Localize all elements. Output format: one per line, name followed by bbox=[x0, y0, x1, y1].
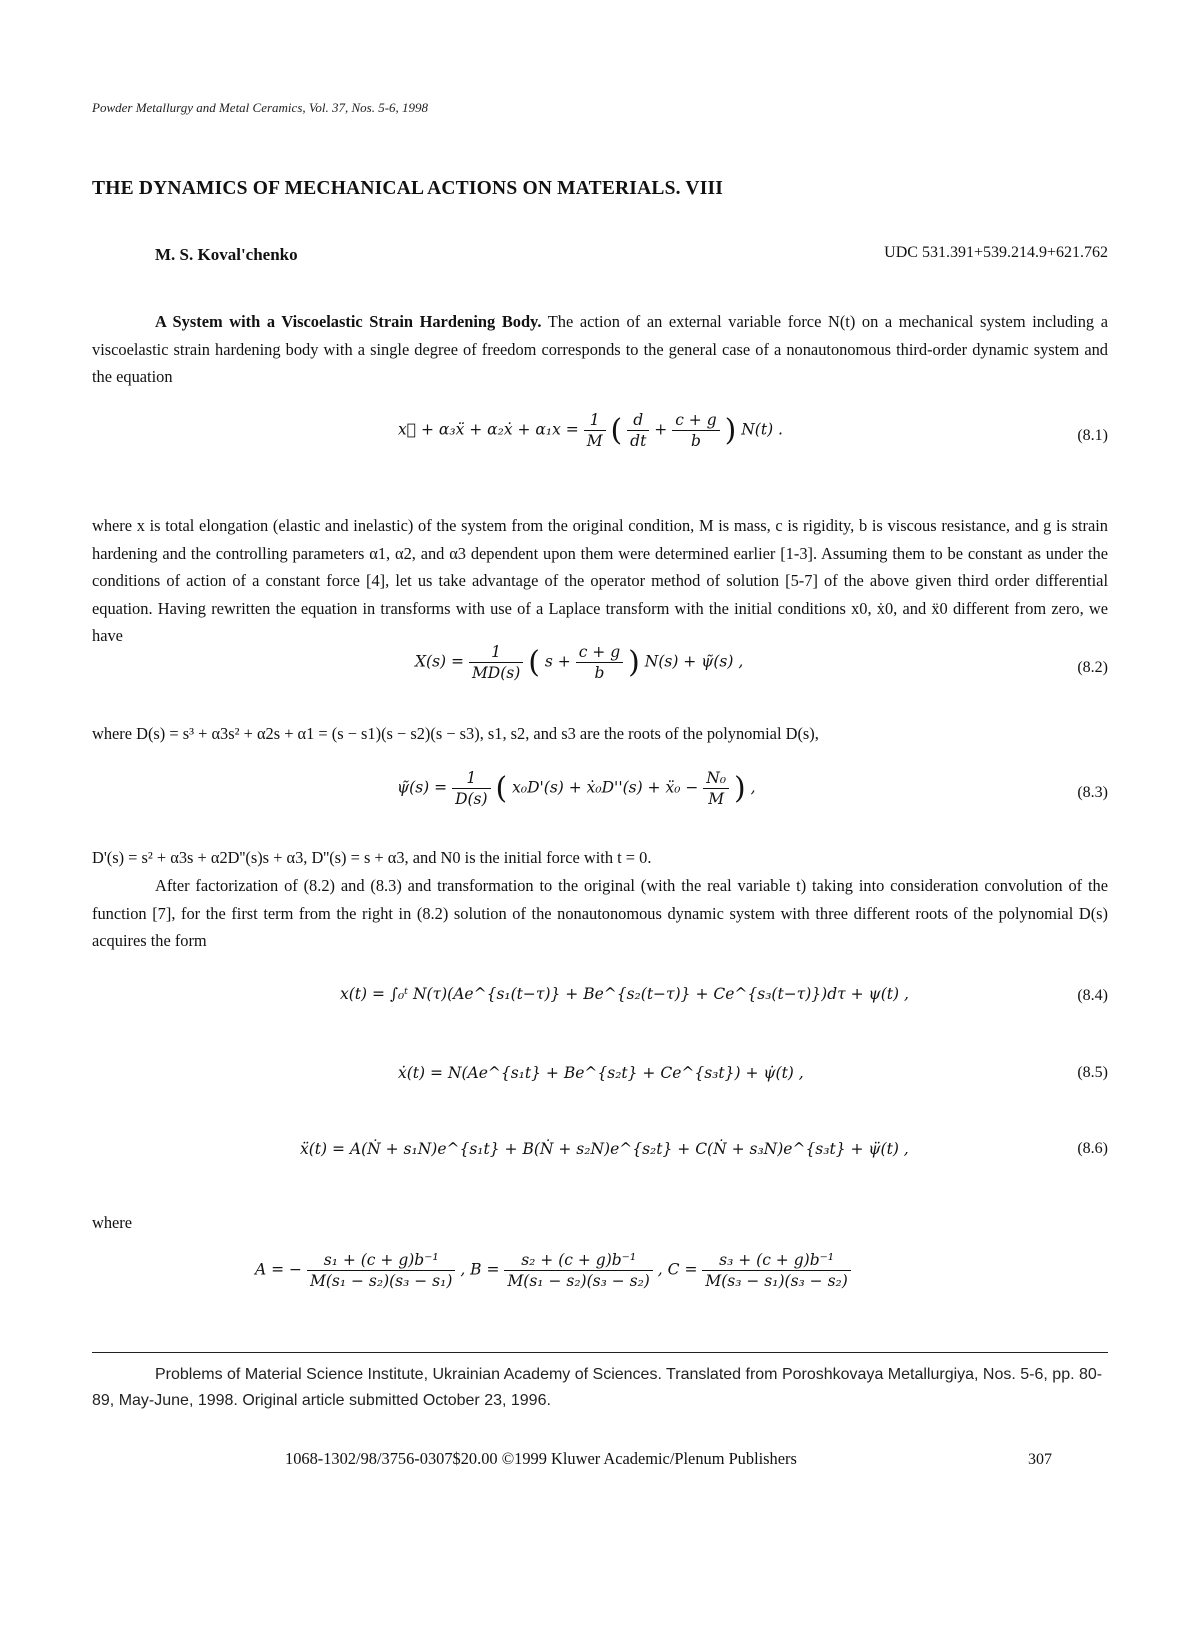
fraction: $\frac{1}{MD(s)}$ bbox=[469, 642, 523, 683]
equation-8-6: ẍ(t) = A(Ṅ + s₁N)e^{s₁t} + B(Ṅ + s₂N)e^{s₂t} + C(Ṅ + s₃N)e^{s₃t} + ψ̈(t) , bbox=[300, 1140, 909, 1158]
paragraph-polynomial: where D(s) = s³ + α3s² + α2s + α1 = (s − s1)(s − s2)(s − s3), s1, s2, and s3 are the roots of the polynomial D(s), bbox=[92, 724, 819, 743]
journal-header: Powder Metallurgy and Metal Ceramics, Vol. 37, Nos. 5-6, 1998 bbox=[92, 100, 429, 115]
eq-rhs: N(t) . bbox=[741, 420, 783, 439]
equation-8-1: x⃛ + α₃ẍ + α₂ẋ + α₁x = $\frac{1}{M}$ ( $\frac{d}{dt}$ + $\frac{c + g}{b}$ ) N(t) . bbox=[398, 411, 783, 450]
footnote: Problems of Material Science Institute, Ukrainian Academy of Sciences. Translated from Poroshkovaya Metallurgiya, Nos. 5-6, pp. 80-89, May-June, 1998. Original article submitted October 23, 1996. bbox=[92, 1366, 1103, 1409]
coef-a-fraction: $\frac{\text{s₁ + (c + g)b⁻¹}}{\text{M(s₁ − s₂)(s₃ − s₁)}}$ bbox=[307, 1250, 455, 1291]
equation-number: (8.1) bbox=[1077, 427, 1108, 444]
equation-8-5: ẋ(t) = N(Ae^{s₁t} + Be^{s₂t} + Ce^{s₃t}) + ψ̇(t) , bbox=[398, 1064, 804, 1082]
udc-code: UDC 531.391+539.214.9+621.762 bbox=[884, 244, 1108, 261]
coef-b-label: , B = bbox=[460, 1260, 500, 1279]
fraction: $\frac{1}{D(s)}$ bbox=[452, 768, 490, 809]
eq-mid: s + bbox=[544, 652, 571, 671]
equation-number: (8.4) bbox=[1077, 987, 1108, 1004]
fraction: $\frac{c + g}{b}$ bbox=[672, 410, 719, 451]
coef-b-fraction: $\frac{\text{s₂ + (c + g)b⁻¹}}{\text{M(s₁ − s₂)(s₃ − s₂)}}$ bbox=[504, 1250, 652, 1291]
equation-number: (8.6) bbox=[1077, 1140, 1108, 1157]
article-title: THE DYNAMICS OF MECHANICAL ACTIONS ON MATERIALS. VIII bbox=[92, 178, 724, 199]
equation-number: (8.5) bbox=[1077, 1064, 1108, 1081]
fraction: $\frac{d}{dt}$ bbox=[627, 410, 649, 451]
coef-c-label: , C = bbox=[657, 1260, 698, 1279]
coefficients bbox=[255, 1250, 851, 1291]
eq-rhs: , bbox=[750, 778, 756, 797]
equation-8-4: x(t) = ∫₀ᵗ N(τ)(Ae^{s₁(t−τ)} + Be^{s₂(t−τ)} + Ce^{s₃(t−τ)})dτ + ψ(t) , bbox=[340, 985, 909, 1003]
fraction: $\frac{\text{N₀}}{M}$ bbox=[703, 768, 729, 809]
fraction: $\frac{c + g}{b}$ bbox=[576, 642, 623, 683]
page-number: 307 bbox=[1028, 1451, 1052, 1468]
paragraph-factorization: After factorization of (8.2) and (8.3) and transformation to the original (with the real variable t) taking into consideration convolution of the function [7], for the first term from the right in (8.2) solution of the nonautonomous dynamic system with three different roots of the polynomial D(s) acquires the form bbox=[92, 876, 1108, 950]
eq-rhs: N(s) + ψ̃(s) , bbox=[644, 652, 744, 671]
author: M. S. Koval'chenko bbox=[155, 245, 298, 264]
eq-lhs: ψ̃(s) = bbox=[397, 778, 448, 797]
equation-8-2: X(s) = $\frac{1}{MD(s)}$ ( s + $\frac{c + g}{b}$ ) N(s) + ψ̃(s) , bbox=[415, 643, 744, 682]
eq-mid: x₀D'(s) + ẋ₀D''(s) + ẍ₀ − bbox=[512, 778, 699, 797]
equation-number: (8.3) bbox=[1077, 784, 1108, 801]
eq-lhs: x⃛ + α₃ẍ + α₂ẋ + α₁x = bbox=[398, 420, 579, 439]
fraction: $\frac{1}{M}$ bbox=[584, 410, 606, 451]
paragraph-derivatives: D'(s) = s² + α3s + α2D''(s)s + α3, D''(s) = s + α3, and N0 is the initial force with t = 0. bbox=[92, 848, 652, 867]
paragraph-intro bbox=[92, 308, 1108, 391]
equation-8-3: ψ̃(s) = $\frac{1}{D(s)}$ ( x₀D'(s) + ẋ₀D''(s) + ẍ₀ − $\frac{\text{N₀}}{M}$ ) , bbox=[397, 769, 756, 808]
paragraph-definitions: where x is total elongation (elastic and inelastic) of the system from the original condition, M is mass, c is rigidity, b is viscous resistance, and g is strain hardening and the controlling parameters α1, α2, and α3 dependent upon them were determined earlier [1-3]. Assuming them to be constant as under the conditions of action of a constant force [4], let us take advantage of the operator method of solution [5-7] of the above given third order differential equation. Having rewritten the equation in transforms with use of a Laplace transform with the initial conditions x0, ẋ0, and ẍ0 different from zero, we have bbox=[92, 516, 1108, 645]
eq-lhs: X(s) = bbox=[415, 652, 464, 671]
equation-number: (8.2) bbox=[1077, 659, 1108, 676]
coef-a-label: A = − bbox=[255, 1260, 303, 1279]
where-label: where bbox=[92, 1213, 133, 1232]
paragraph-text: The action of an external variable force N(t) on a mechanical system including a viscoelastic strain hardening body with a single degree of freedom corresponds to the general case of a nonautonomous third-order dynamic system and the equation bbox=[92, 312, 1108, 386]
coef-c-fraction: $\frac{\text{s₃ + (c + g)b⁻¹}}{\text{M(s₃ − s₁)(s₃ − s₂)}}$ bbox=[702, 1250, 850, 1291]
section-heading: A System with a Viscoelastic Strain Hardening Body. bbox=[155, 312, 542, 331]
footnote-divider bbox=[92, 1352, 1108, 1353]
copyright-line: 1068-1302/98/3756-0307$20.00 ©1999 Kluwer Academic/Plenum Publishers bbox=[285, 1449, 797, 1468]
